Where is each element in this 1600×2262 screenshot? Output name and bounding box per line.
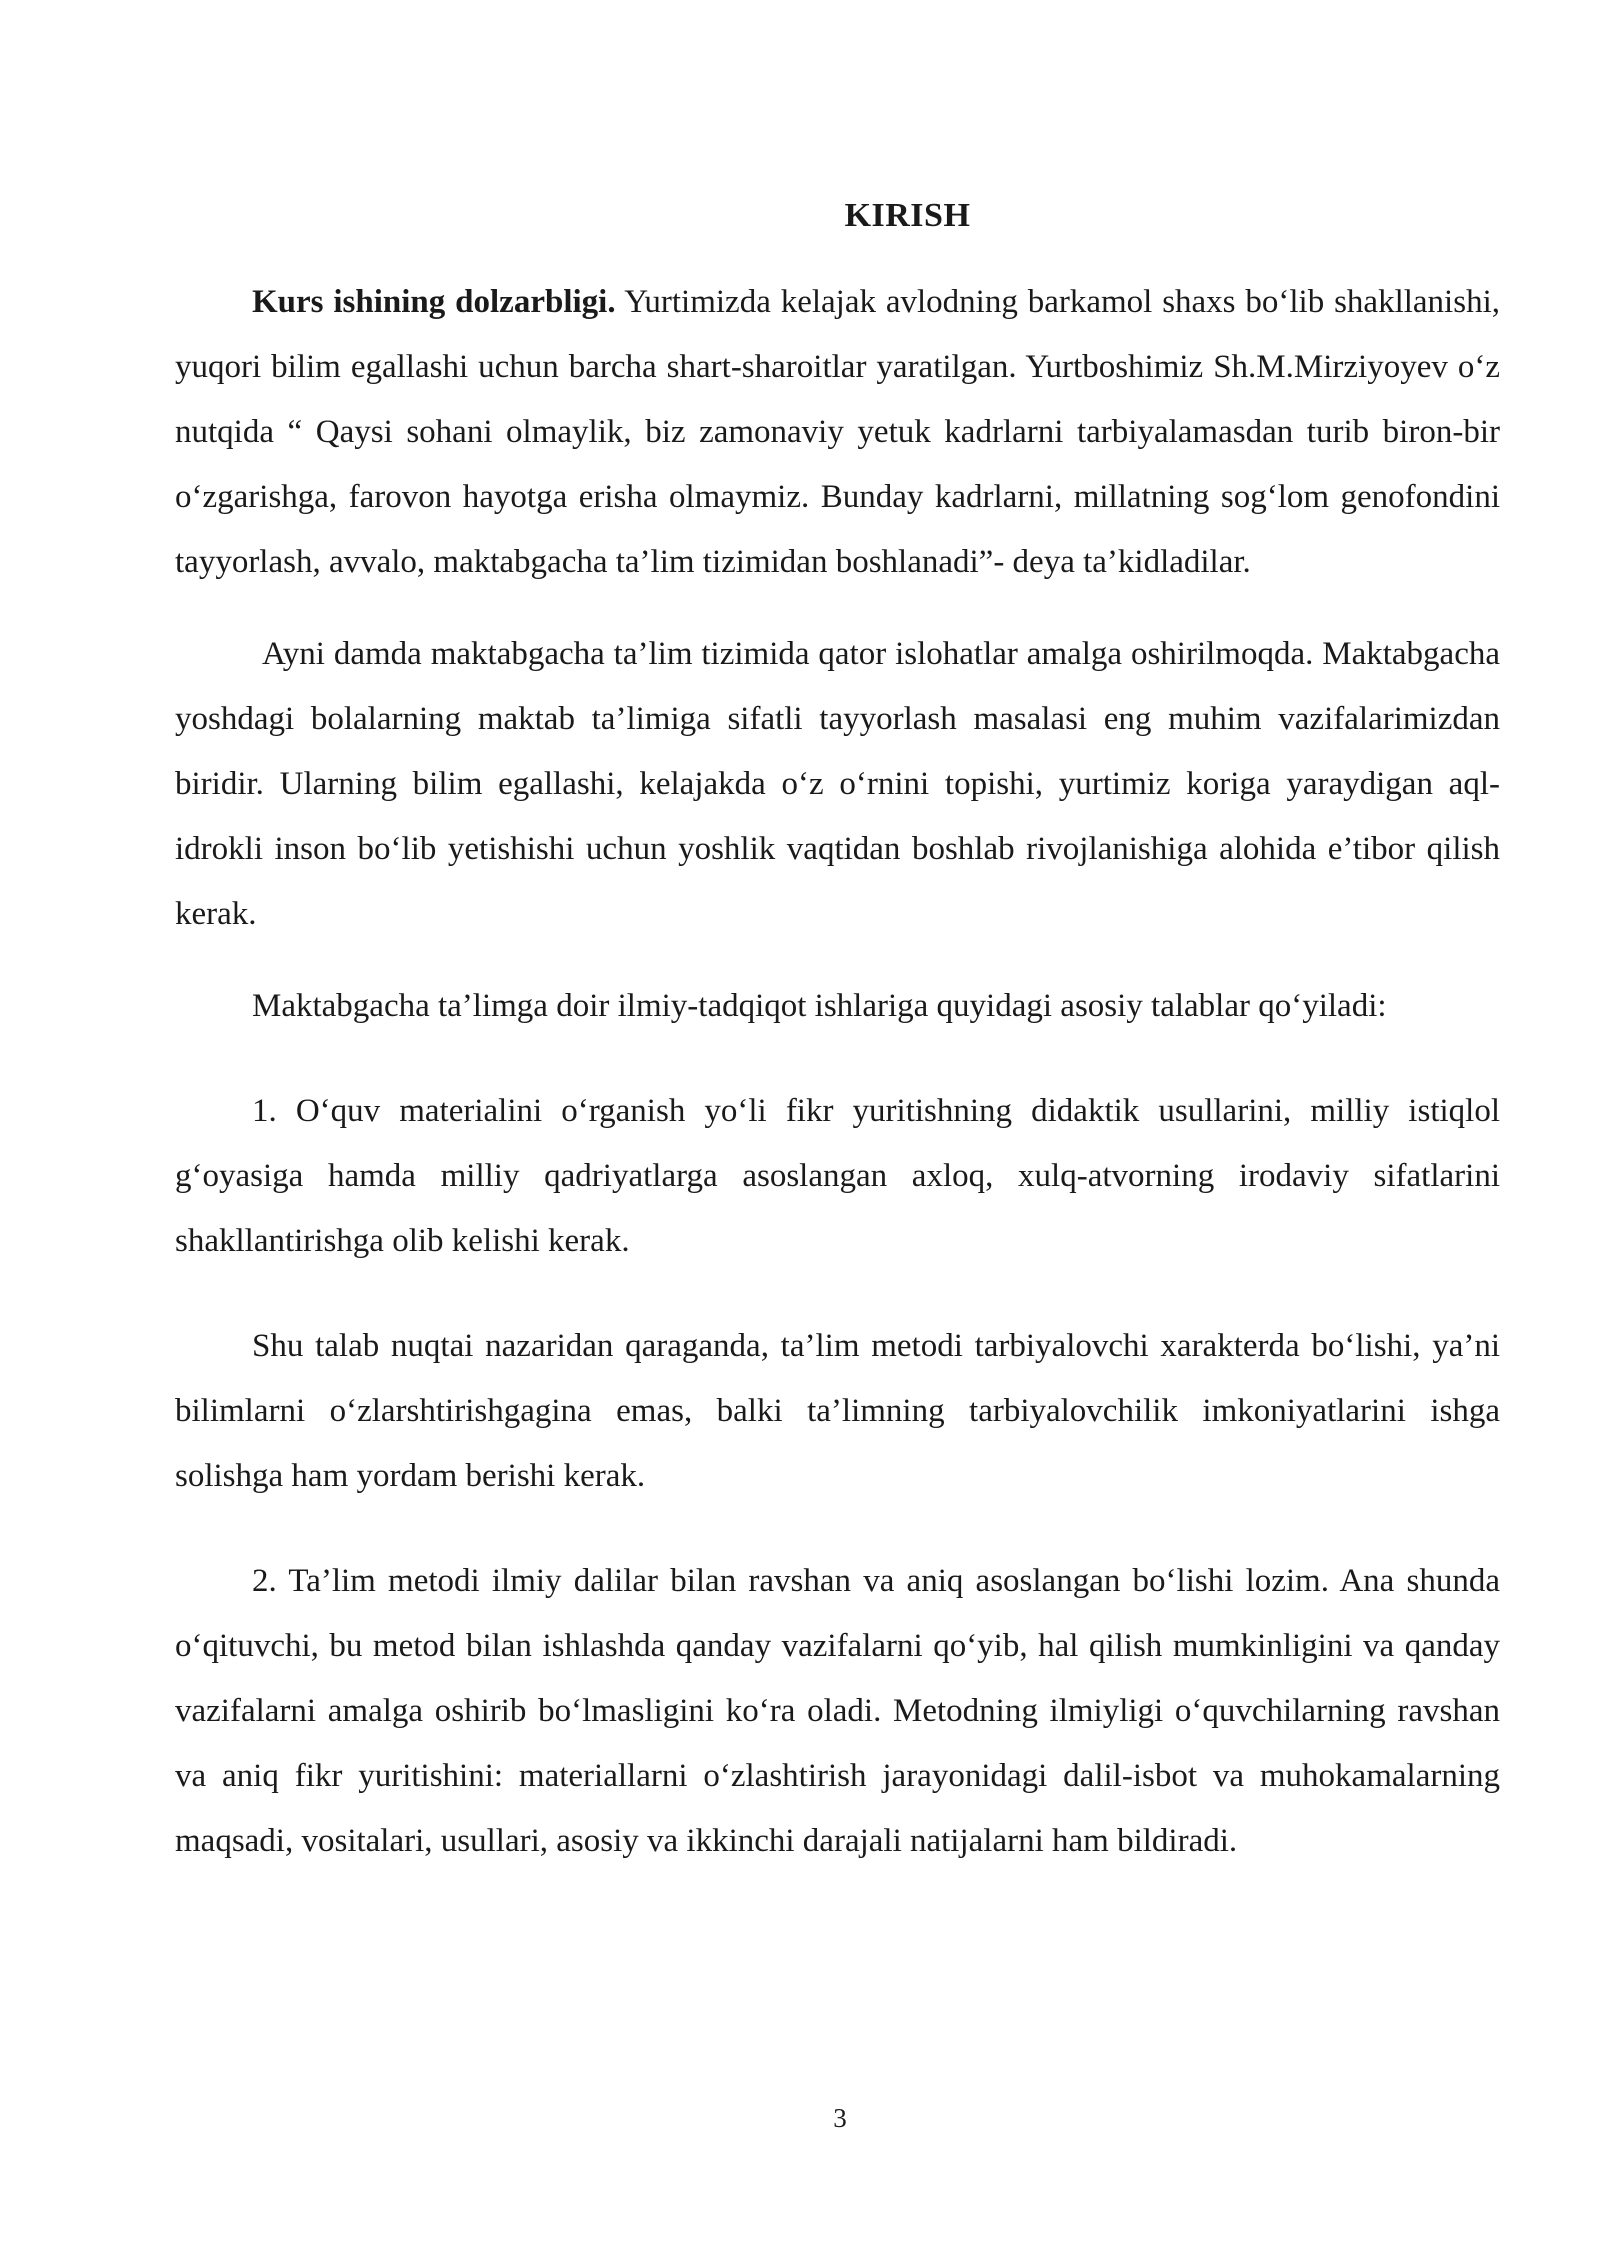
page-number: 3 xyxy=(833,2103,847,2133)
paragraph-requirement-1-note: Shu talab nuqtai nazaridan qaraganda, ta’lim metodi tarbiyalovchi xarakterda bo‘lishi, ya’ni bilimlarni o‘zlarshtirishgagina emas, balki ta’limning tarbiyalovchilik imkoniyatlarini ishga solishga ham yordam berishi kerak. xyxy=(175,1328,1500,1494)
paragraph-relevance xyxy=(175,270,1500,595)
paragraph-text: Yurtimizda kelajak avlodning barkamol shaxs bo‘lib shakllanishi, yuqori bilim egallashi uchun barcha shart-sharoitlar yaratilgan. Yurtboshimiz Sh.M.Mirziyoyev o‘z nutqida “ Qaysi sohani olmaylik, biz zamonaviy yetuk kadrlarni tarbiyalamasdan turib biron-bir o‘zgarishga, farovon hayotga erisha olmaymiz. Bunday kadrlarni, millatning sog‘lom genofondini tayyorlash, avvalo, maktabgacha ta’lim tizimidan boshlanadi”- deya ta’kidladilar. xyxy=(175,284,1500,580)
page-content xyxy=(175,190,1500,1874)
paragraph-lead: Kurs ishining dolzarbligi. xyxy=(252,284,616,320)
page-title: KIRISH xyxy=(844,197,971,234)
paragraph-requirement-1: 1. O‘quv materialini o‘rganish yo‘li fikr yuritishning didaktik usullarini, milliy istiqlol g‘oyasiga hamda milliy qadriyatlarga asoslangan axloq, xulq-atvorning irodaviy sifatlarini shakllantirishga olib kelishi kerak. xyxy=(175,1093,1500,1259)
paragraph-requirement-2: 2. Ta’lim metodi ilmiy dalilar bilan ravshan va aniq asoslangan bo‘lishi lozim. Ana shunda o‘qituvchi, bu metod bilan ishlashda qanday vazifalarni qo‘yib, hal qilish mumkinligini va qanday vazifalarni amalga oshirib bo‘lmasligini ko‘ra oladi. Metodning ilmiyligi o‘quvchilarning ravshan va aniq fikr yuritishini: materiallarni o‘zlashtirish jarayonidagi dalil-isbot va muhokamalarning maqsadi, vositalari, usullari, asosiy va ikkinchi darajali natijalarni ham bildiradi. xyxy=(175,1563,1500,1859)
paragraph-reforms: Ayni damda maktabgacha ta’lim tizimida qator islohatlar amalga oshirilmoqda. Maktabgacha yoshdagi bolalarning maktab ta’limiga sifatli tayyorlash masalasi eng muhim vazifalarimizdan biridir. Ularning bilim egallashi, kelajakda o‘z o‘rnini topishi, yurtimiz koriga yaraydigan aql-idrokli inson bo‘lib yetishishi uchun yoshlik vaqtidan boshlab rivojlanishiga alohida e’tibor qilish kerak. xyxy=(175,636,1500,932)
paragraph-requirements-intro: Maktabgacha ta’limga doir ilmiy-tadqiqot ishlariga quyidagi asosiy talablar qo‘yiladi: xyxy=(252,988,1387,1024)
